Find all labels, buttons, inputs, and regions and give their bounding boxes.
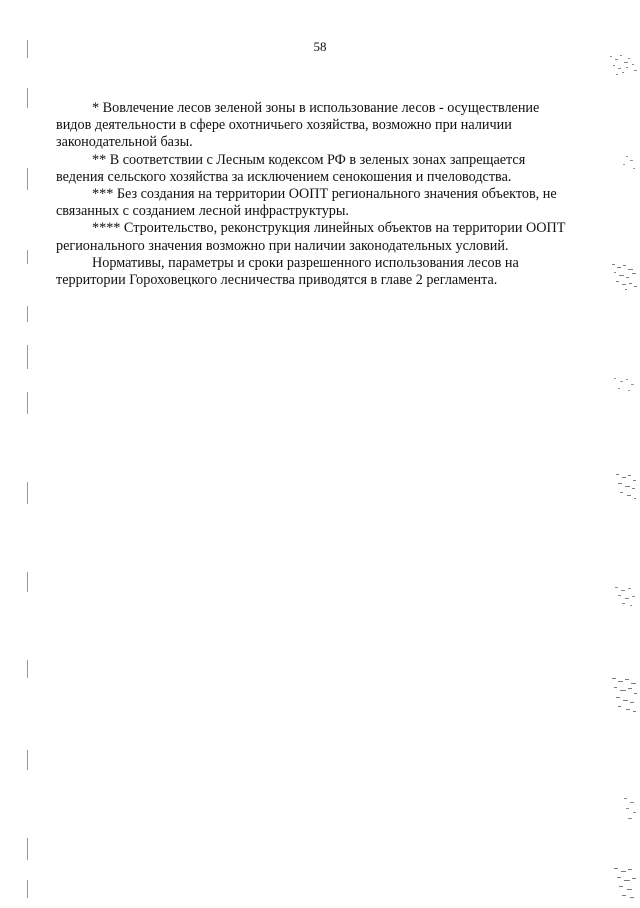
scan-speckle	[606, 790, 640, 830]
binding-mark	[27, 250, 28, 264]
scan-speckle	[606, 468, 640, 508]
binding-mark	[27, 880, 28, 898]
page-number: 58	[313, 39, 327, 54]
footnote-paragraph-1: * Вовлечение лесов зеленой зоны в использование лесов - осуществление видов деятельности в сфере охотничьего хозяйства, возможно при наличии законодательной базы.	[56, 100, 540, 151]
footnote-paragraph-2: ** В соответствии с Лесным кодексом РФ в зеленых зонах запрещается ведения сельского хозяйства за исключением сенокошения и пчеловодства.	[56, 151, 526, 185]
binding-mark	[27, 572, 28, 592]
scan-speckle	[606, 258, 640, 298]
binding-mark	[27, 168, 28, 190]
footnote-paragraph-4: **** Строительство, реконструкция линейных объектов на территории ООПТ регионального значения возможно при наличии законодательных условий.	[56, 220, 566, 254]
binding-mark	[27, 838, 28, 860]
closing-paragraph: Нормативы, параметры и сроки разрешенного использования лесов на территории Гороховецкого лесничества приводятся в главе 2 регламента.	[56, 254, 519, 289]
binding-mark	[27, 392, 28, 414]
scan-speckle	[606, 860, 640, 906]
scan-speckle	[606, 580, 640, 614]
scan-speckle	[606, 672, 640, 718]
binding-mark	[27, 345, 28, 369]
binding-mark	[27, 660, 28, 678]
scan-speckle	[606, 150, 640, 176]
body-text	[56, 100, 576, 289]
binding-mark	[27, 750, 28, 770]
binding-mark	[27, 306, 28, 322]
binding-mark	[27, 88, 28, 108]
binding-mark	[27, 482, 28, 504]
footnote-paragraph-3: *** Без создания на территории ООПТ регионального значения объектов, не связанных с созданием лесной инфраструктуры.	[56, 186, 557, 220]
scan-speckle	[606, 370, 640, 400]
